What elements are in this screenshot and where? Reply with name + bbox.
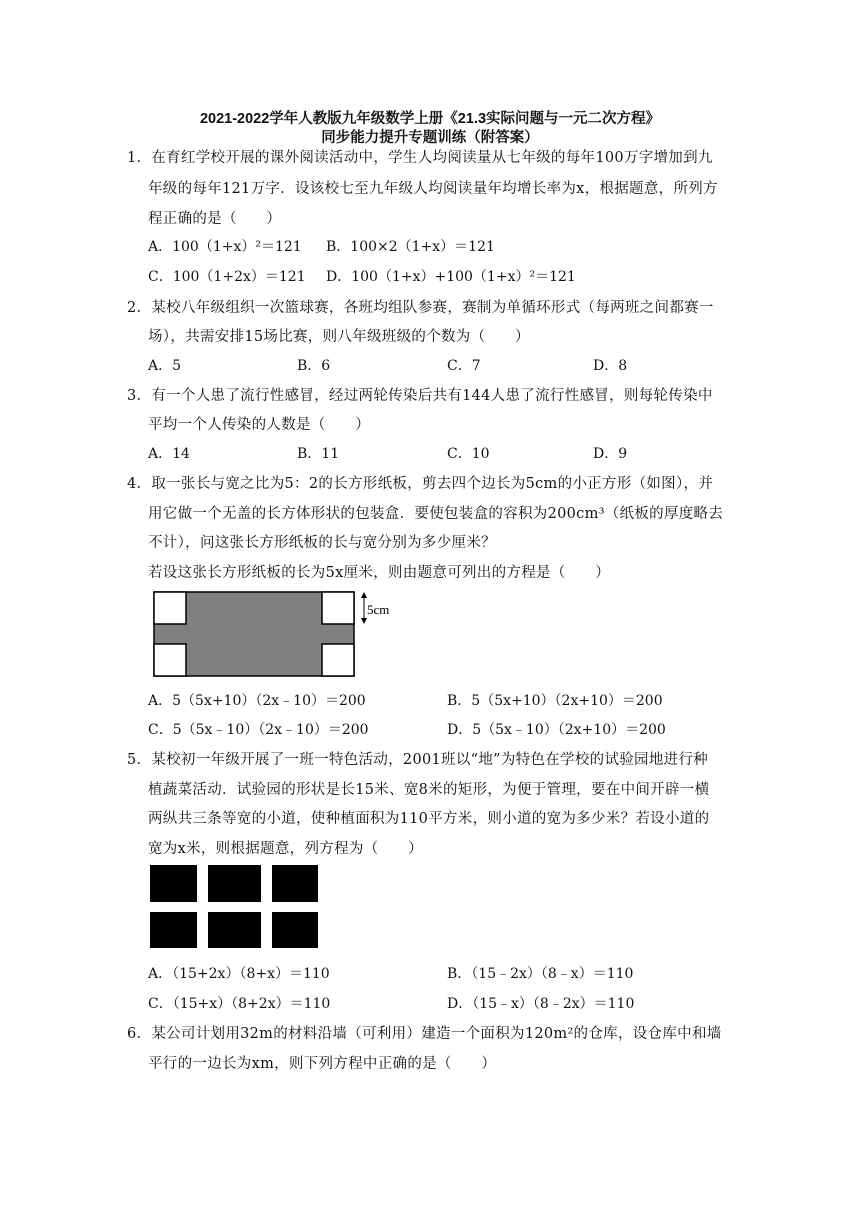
- question-1-option-b: B．100×2（1+x）＝121: [326, 239, 495, 255]
- question-2-option-c: C．7: [447, 358, 481, 374]
- question-4-option-c: C．5（5x﹣10）（2x﹣10）＝200: [148, 722, 369, 738]
- question-3-option-b: B．11: [297, 446, 340, 462]
- vertical-path-left: [197, 865, 208, 948]
- cardboard-figure: [150, 588, 390, 678]
- question-1-line-2: 年级的每年121万字．设该校七至九年级人均阅读量年均增长率为x，根据题意，所列方: [148, 181, 718, 197]
- question-3-option-d: D．9: [593, 446, 628, 462]
- question-4-option-b: B．5（5x+10）（2x+10）＝200: [447, 693, 663, 709]
- question-2-line-1: 2．某校八年级组织一次篮球赛，各班均组队参赛，赛制为单循环形式（每两班之间都赛一: [127, 300, 714, 316]
- dimension-label: 5cm: [367, 602, 390, 617]
- question-5-option-c: C．（15+x）（8+2x）＝110: [148, 996, 331, 1012]
- question-3-option-c: C．10: [447, 446, 490, 462]
- question-4-line-2: 用它做一个无盖的长方体形状的包装盒．要使包装盒的容积为200cm³（纸板的厚度略去: [148, 506, 724, 522]
- horizontal-path: [150, 902, 318, 912]
- question-1-option-a: A．100（1+x）²＝121: [148, 239, 302, 255]
- question-4-line-1: 4．取一张长与宽之比为5：2的长方形纸板，剪去四个边长为5cm的小正方形（如图），并: [127, 476, 714, 492]
- question-6-line-2: 平行的一边长为xm，则下列方程中正确的是（ ）: [148, 1056, 497, 1072]
- question-4-line-3: 不计），问这张长方形纸板的长与宽分别为多少厘米？: [148, 535, 496, 551]
- question-2-option-d: D．8: [593, 358, 628, 374]
- cut-square-bottom-right: [322, 644, 354, 676]
- question-4-line-4: 若设这张长方形纸板的长为5x厘米，则由题意可列出的方程是（ ）: [148, 565, 610, 581]
- question-4-option-d: D．5（5x﹣10）（2x+10）＝200: [447, 722, 666, 738]
- question-3-line-2: 平均一个人传染的人数是（ ）: [148, 417, 370, 433]
- question-6-line-1: 6．某公司计划用32m的材料沿墙（可利用）建造一个面积为120m²的仓库，设仓库中和墙: [127, 1026, 722, 1042]
- question-5-option-b: B．（15﹣2x）（8﹣x）＝110: [447, 966, 634, 982]
- question-2-option-b: B．6: [297, 358, 331, 374]
- document-subtitle: 同步能力提升专题训练（附答案）: [321, 130, 539, 146]
- question-5-line-3: 两纵共三条等宽的小道，使种植面积为110平方米，则小道的宽为多少米？若设小道的: [148, 811, 710, 827]
- question-3-line-1: 3．有一个人患了流行性感冒，经过两轮传染后共有144人患了流行性感冒，则每轮传染中: [127, 388, 713, 404]
- question-5-line-1: 5．某校初一年级开展了一班一特色活动，2001班以“地”为特色在学校的试验园地进行种: [127, 752, 709, 768]
- garden-figure: [150, 865, 320, 950]
- question-5-line-4: 宽为x米，则根据题意，列方程为（ ）: [148, 841, 423, 857]
- document-title: 2021-2022学年人教版九年级数学上册《21.3实际问题与一元二次方程》: [199, 111, 661, 127]
- question-1-line-3: 程正确的是（ ）: [148, 211, 282, 227]
- question-1-option-d: D．100（1+x）+100（1+x）²＝121: [326, 269, 576, 285]
- question-4-option-a: A．5（5x+10）（2x﹣10）＝200: [148, 693, 366, 709]
- vertical-path-right: [261, 865, 272, 948]
- cut-square-top-left: [154, 592, 186, 624]
- question-3-option-a: A．14: [148, 446, 190, 462]
- arrow-up-icon: [361, 592, 367, 598]
- cut-square-bottom-left: [154, 644, 186, 676]
- question-5-option-d: D．（15﹣x）（8﹣2x）＝110: [447, 996, 635, 1012]
- question-5-line-2: 植蔬菜活动．试验园的形状是长15米、宽8米的矩形，为便于管理，要在中间开辟一横: [148, 782, 710, 798]
- question-1-option-c: C．100（1+2x）＝121: [148, 269, 306, 285]
- question-2-option-a: A．5: [148, 358, 182, 374]
- question-5-option-a: A．（15+2x）（8+x）＝110: [148, 966, 330, 982]
- cut-square-top-right: [322, 592, 354, 624]
- question-1-line-1: 1．在育红学校开展的课外阅读活动中，学生人均阅读量从七年级的每年100万字增加到九: [127, 150, 713, 166]
- arrow-down-icon: [361, 618, 367, 624]
- question-2-line-2: 场），共需安排15场比赛，则八年级班级的个数为（ ）: [148, 329, 530, 345]
